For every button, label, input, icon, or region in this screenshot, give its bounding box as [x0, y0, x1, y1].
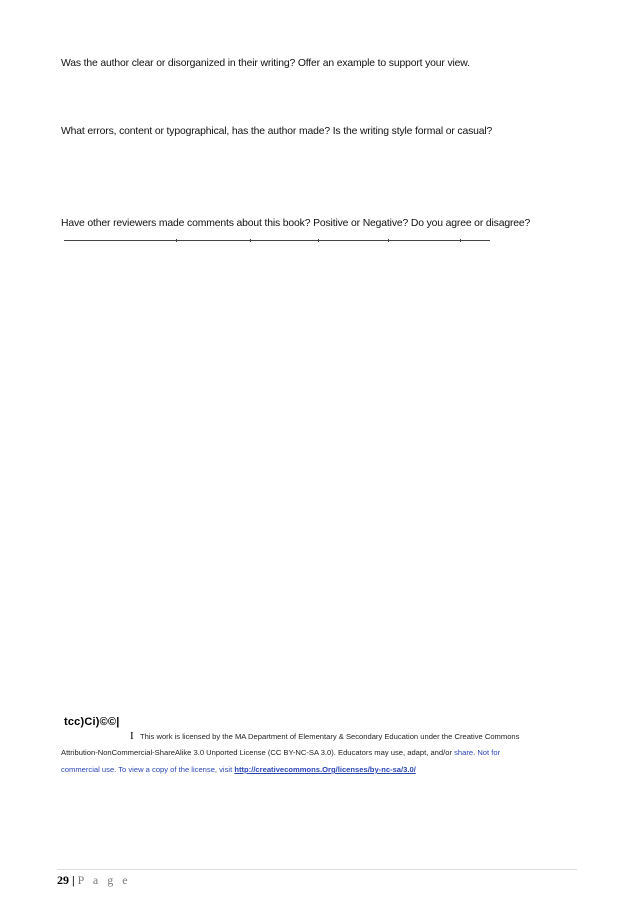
- footer-divider: [57, 869, 577, 870]
- page-footer: [57, 873, 131, 888]
- page-label: P a g e: [77, 873, 131, 887]
- answer-line-tick: [176, 239, 177, 242]
- question-errors-style: What errors, content or typographical, has the author made? Is the writing style formal or casual?: [61, 126, 493, 137]
- question-other-reviewers: Have other reviewers made comments about this book? Positive or Negative? Do you agree or disagree?: [61, 218, 531, 229]
- answer-line: [64, 240, 490, 241]
- license-marker: I: [130, 730, 134, 742]
- answer-line-tick: [460, 239, 461, 242]
- answer-line-tick: [318, 239, 319, 242]
- license-link[interactable]: http://creativecommons.Org/licenses/by-nc-sa/3.0/: [234, 765, 416, 774]
- license-visit-text: commercial use. To view a copy of the license, visit: [61, 765, 233, 774]
- license-text-line-1: This work is licensed by the MA Department of Elementary & Secondary Education under the Creative Commons: [140, 732, 520, 741]
- answer-line-tick: [250, 239, 251, 242]
- license-text-line-3: [61, 765, 416, 774]
- answer-line-tick: [388, 239, 389, 242]
- license-text-blue: share. Not for: [454, 748, 501, 757]
- license-text-plain: Attribution-NonCommercial-ShareAlike 3.0 Unported License (CC BY-NC-SA 3.0). Educators may use, adapt, and/or: [61, 748, 452, 757]
- creative-commons-logo: tcc)Ci)©©|: [64, 716, 120, 728]
- question-clarity: Was the author clear or disorganized in their writing? Offer an example to support your view.: [61, 58, 470, 69]
- page-separator: |: [72, 873, 75, 887]
- page-number: 29: [57, 873, 69, 887]
- license-text-line-2: [61, 748, 500, 757]
